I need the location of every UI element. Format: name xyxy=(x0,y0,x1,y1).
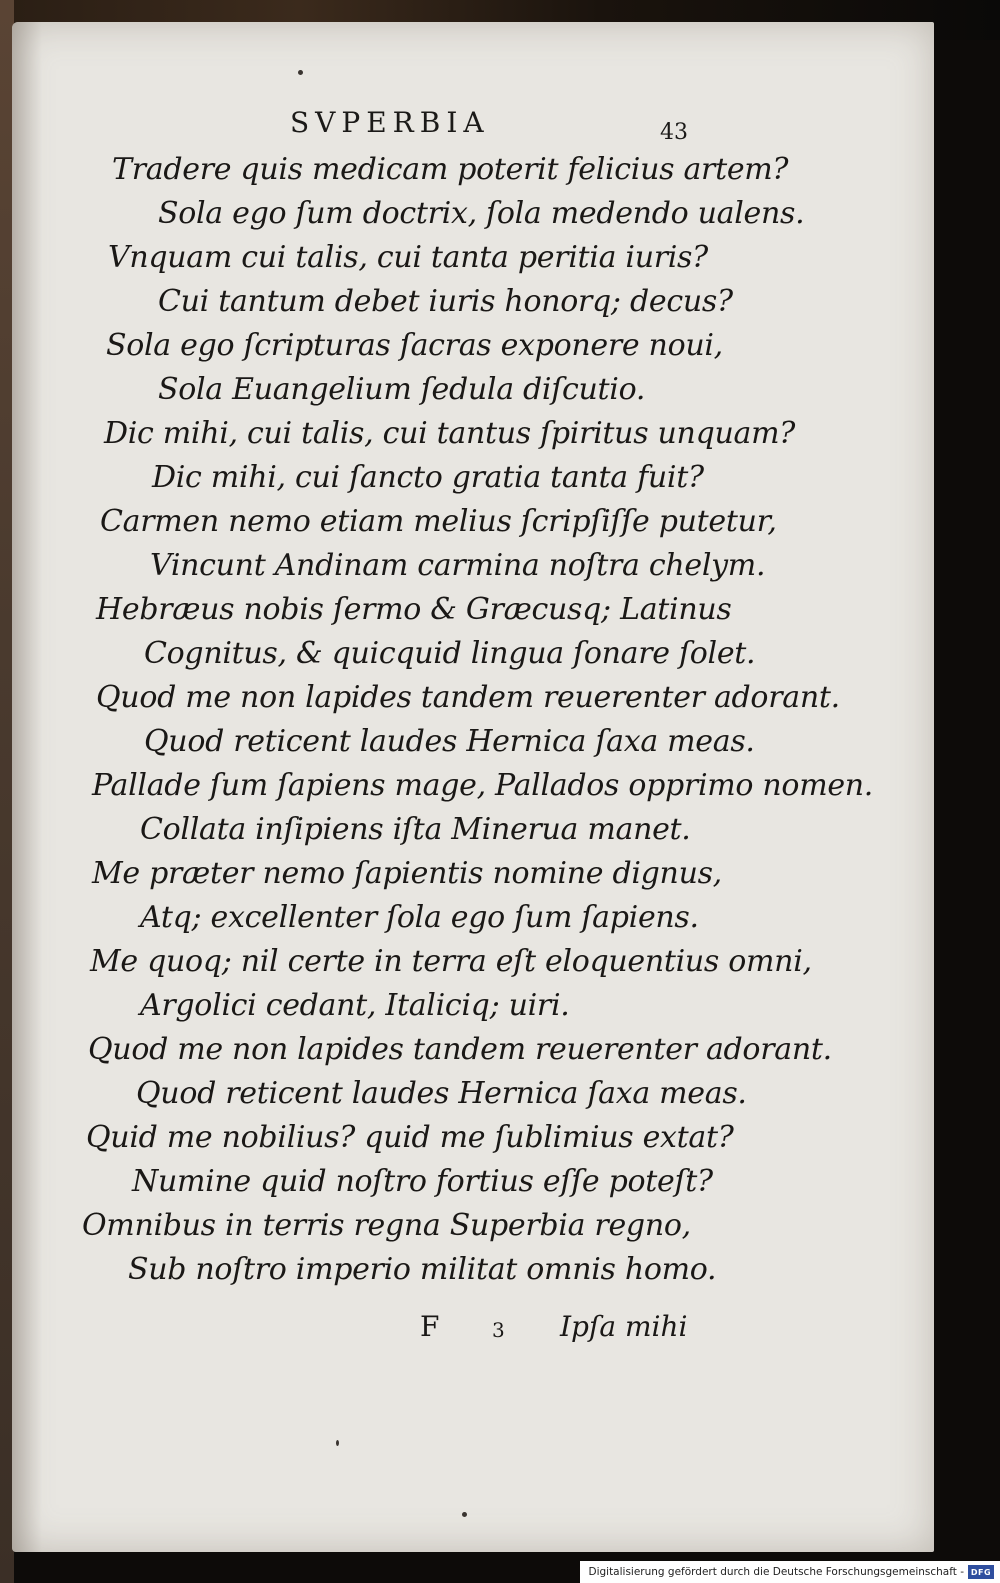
verse-line-23: Quid me nobilius? quid me ſublimius extat? xyxy=(86,1120,734,1155)
verse-line-2: Sola ego ſum doctrix, ſola medendo ualens. xyxy=(158,196,805,231)
verse-line-19: Me quoq; nil certe in terra eſt eloquentius omni, xyxy=(90,944,812,979)
paper-speck xyxy=(298,70,303,75)
verse-line-13: Quod me non lapides tandem reuerenter adorant. xyxy=(96,680,840,715)
verse-line-1: Tradere quis medicam poterit felicius artem? xyxy=(112,152,789,187)
verse-line-3: Vnquam cui talis, cui tanta peritia iuris? xyxy=(108,240,708,275)
verse-line-4: Cui tantum debet iuris honorq; decus? xyxy=(158,284,733,319)
verse-line-17: Me præter nemo ſapientis nomine dignus, xyxy=(92,856,722,891)
verse-line-11: Hebræus nobis ſermo & Græcusq; Latinus xyxy=(96,592,732,627)
verse-line-14: Quod reticent laudes Hernica ſaxa meas. xyxy=(144,724,755,759)
verse-line-7: Dic mihi, cui talis, cui tantus ſpiritus unquam? xyxy=(104,416,796,451)
verse-line-15: Pallade ſum ſapiens mage, Pallados opprimo nomen. xyxy=(92,768,874,803)
verse-line-21: Quod me non lapides tandem reuerenter adorant. xyxy=(88,1032,832,1067)
verse-line-10: Vincunt Andinam carmina noſtra chelym. xyxy=(150,548,766,583)
verse-line-9: Carmen nemo etiam melius ſcripſiſſe putetur, xyxy=(100,504,777,539)
verse-line-12: Cognitus, & quicquid lingua ſonare ſolet. xyxy=(144,636,756,671)
footer-credit-text: Digitalisierung gefördert durch die Deutsche Forschungsgemeinschaft - xyxy=(588,1566,964,1578)
verse-line-6: Sola Euangelium ſedula diſcutio. xyxy=(158,372,646,407)
verse-line-16: Collata inſipiens iſta Minerua manet. xyxy=(140,812,691,847)
verse-line-18: Atq; excellenter ſola ego ſum ſapiens. xyxy=(140,900,699,935)
folio-number: 43 xyxy=(660,120,688,145)
verse-line-20: Argolici cedant, Italiciq; uiri. xyxy=(140,988,570,1023)
dfg-logo: DFG xyxy=(968,1565,994,1579)
verse-line-26: Sub noſtro imperio militat omnis homo. xyxy=(128,1252,717,1287)
verse-line-22: Quod reticent laudes Hernica ſaxa meas. xyxy=(136,1076,747,1111)
running-head: SVPERBIA xyxy=(290,106,490,139)
paper-speck xyxy=(462,1512,467,1517)
digitization-footer xyxy=(580,1561,1000,1583)
verse-line-5: Sola ego ſcripturas ſacras exponere noui, xyxy=(106,328,723,363)
signature-number: 3 xyxy=(492,1318,505,1342)
paper-speck xyxy=(336,1440,339,1446)
verse-line-8: Dic mihi, cui ſancto gratia tanta fuit? xyxy=(152,460,704,495)
verse-line-24: Numine quid noſtro fortius eſſe poteſt? xyxy=(132,1164,713,1199)
signature-mark: F xyxy=(420,1310,440,1343)
catchword: Ipſa mihi xyxy=(560,1310,688,1343)
verse-line-25: Omnibus in terris regna Superbia regno, xyxy=(82,1208,691,1243)
